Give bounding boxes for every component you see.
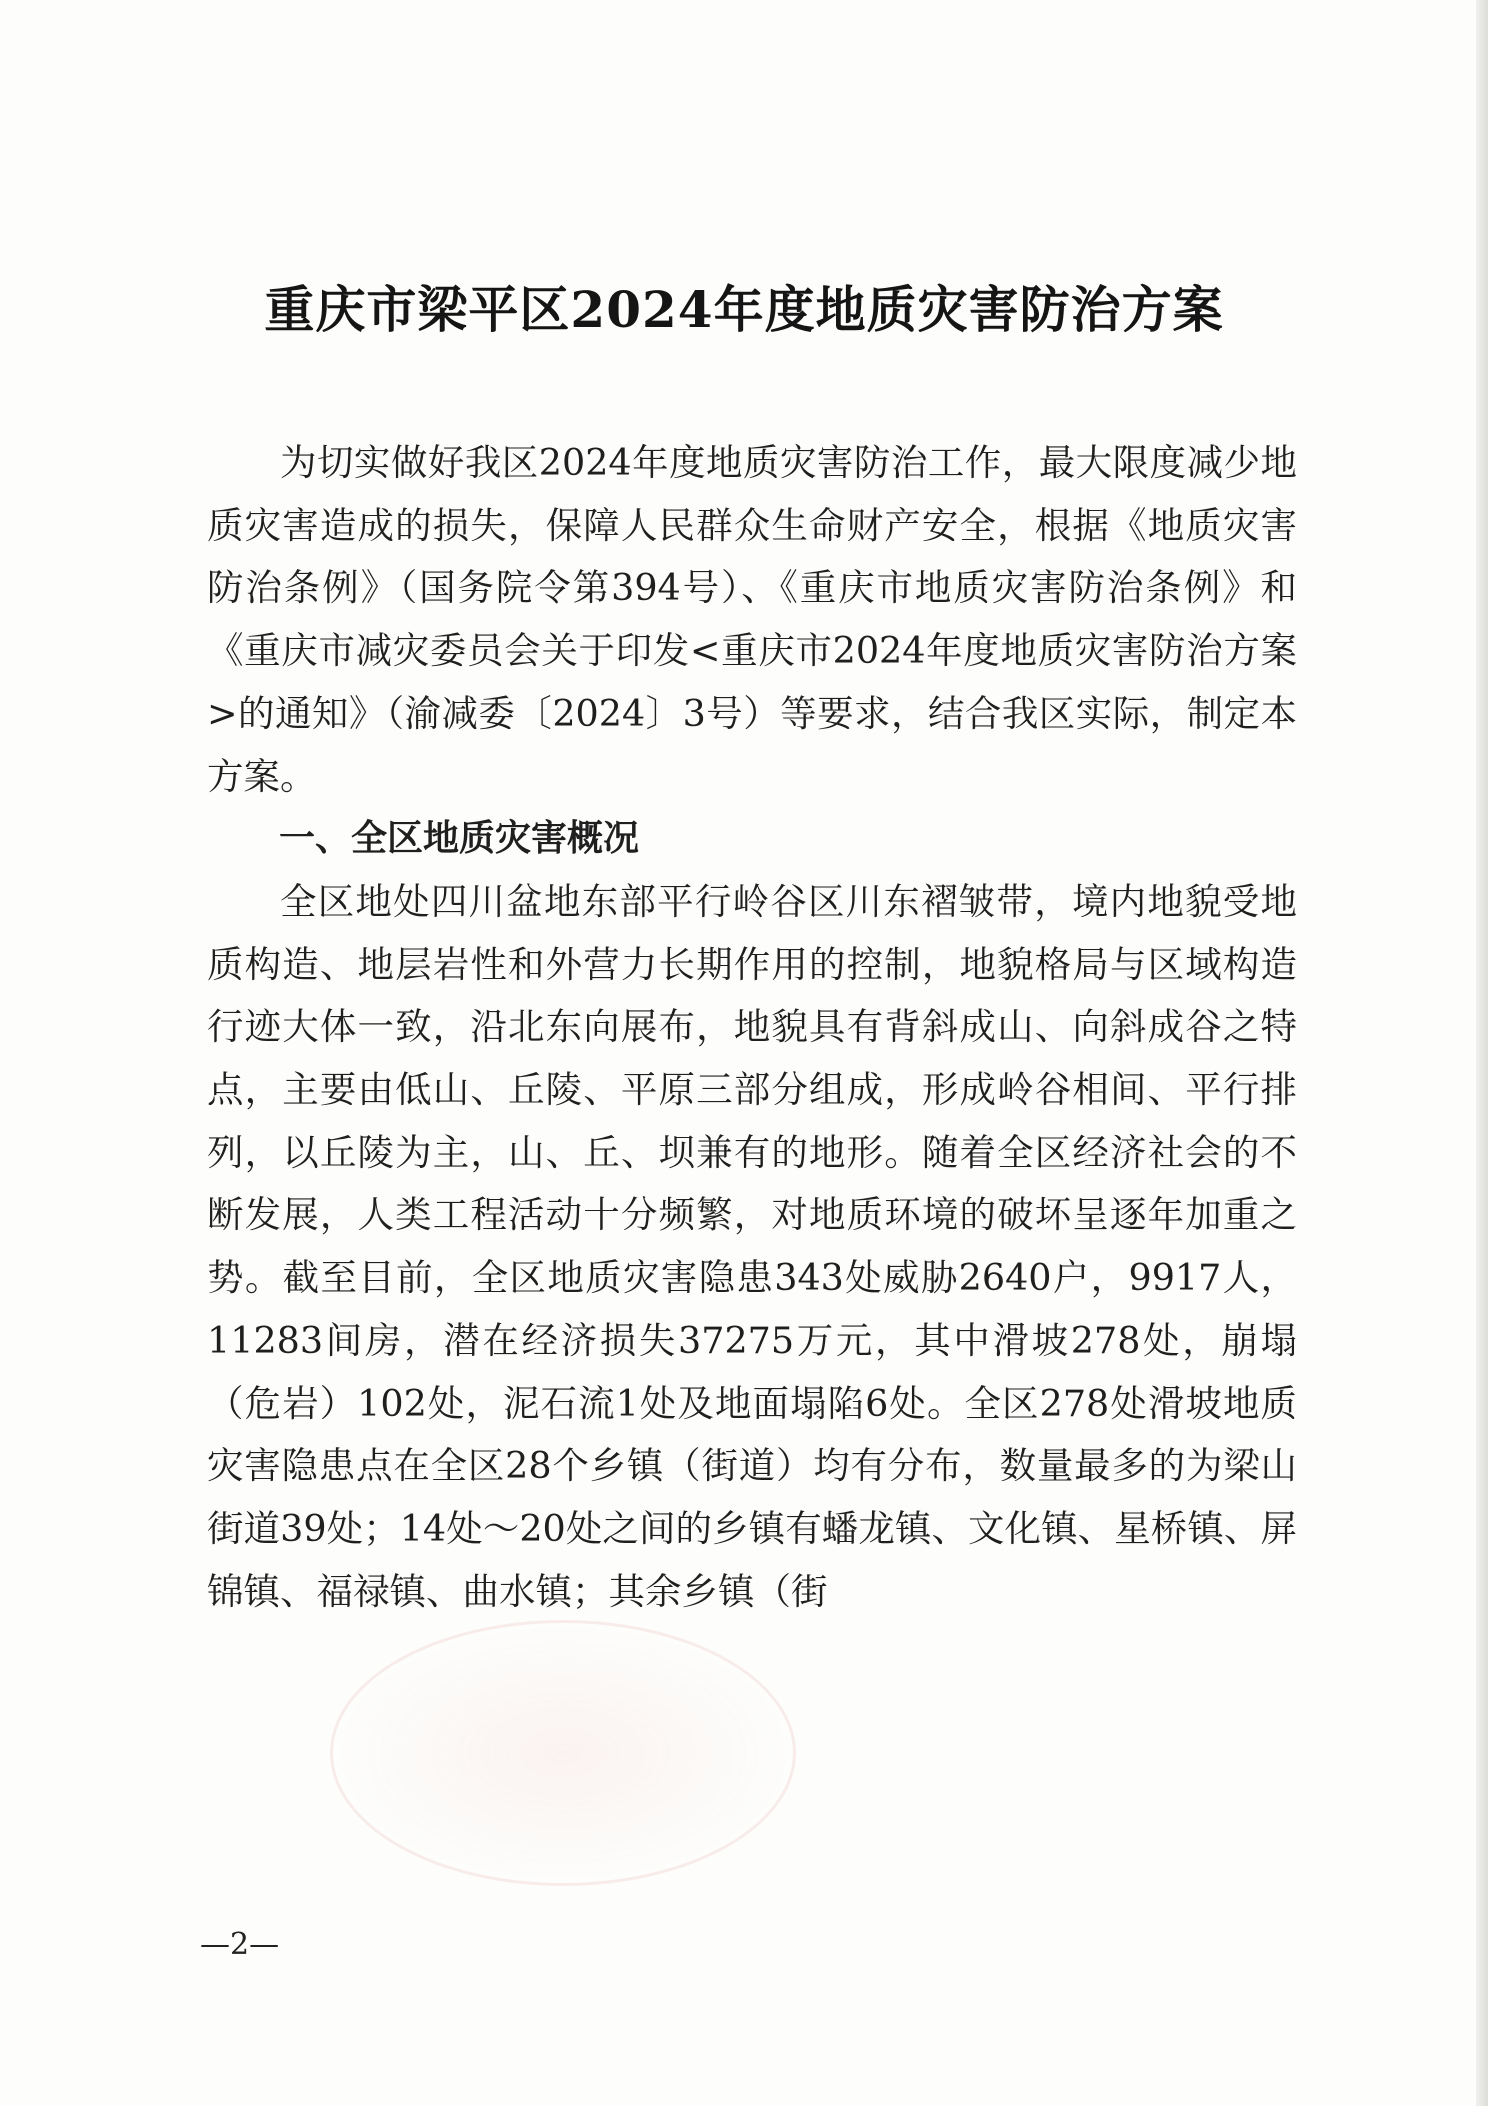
section-heading: 一、全区地质灾害概况 [279,818,640,860]
page-number: —2— [200,1927,280,1962]
intro-paragraph: 为切实做好我区2024年度地质灾害防治工作，最大限度减少地质灾害造成的损失，保障人民群众生命财产安全，根据《地质灾害防治条例》（国务院令第394号）、《重庆市地质灾害防治条例》和《重庆市减灾委员会关于印发<重庆市2024年度地质灾害防治方案>的通知》（渝减委〔2024〕3号）等要求，结合我区实际，制定本方案。 [207,441,1297,798]
document-title: 重庆市梁平区2024年度地质灾害防治方案 [264,280,1224,339]
faded-official-seal [330,1620,796,1886]
document-body [207,432,1297,1623]
section-paragraph: 全区地处四川盆地东部平行岭谷区川东褶皱带，境内地貌受地质构造、地层岩性和外营力长期作用的控制，地貌格局与区域构造行迹大体一致，沿北东向展布，地貌具有背斜成山、向斜成谷之特点，主要由低山、丘陵、平原三部分组成，形成岭谷相间、平行排列，以丘陵为主，山、丘、坝兼有的地形。随着全区经济社会的不断发展，人类工程活动十分频繁，对地质环境的破坏呈逐年加重之势。截至目前，全区地质灾害隐患343处威胁2640户，9917人，11283间房，潜在经济损失37275万元，其中滑坡278处，崩塌（危岩）102处，泥石流1处及地面塌陷6处。全区278处滑坡地质灾害隐患点在全区28个乡镇（街道）均有分布，数量最多的为梁山街道39处；14处～20处之间的乡镇有蟠龙镇、文化镇、星桥镇、屏锦镇、福禄镇、曲水镇；其余乡镇（街 [207,879,1297,1613]
